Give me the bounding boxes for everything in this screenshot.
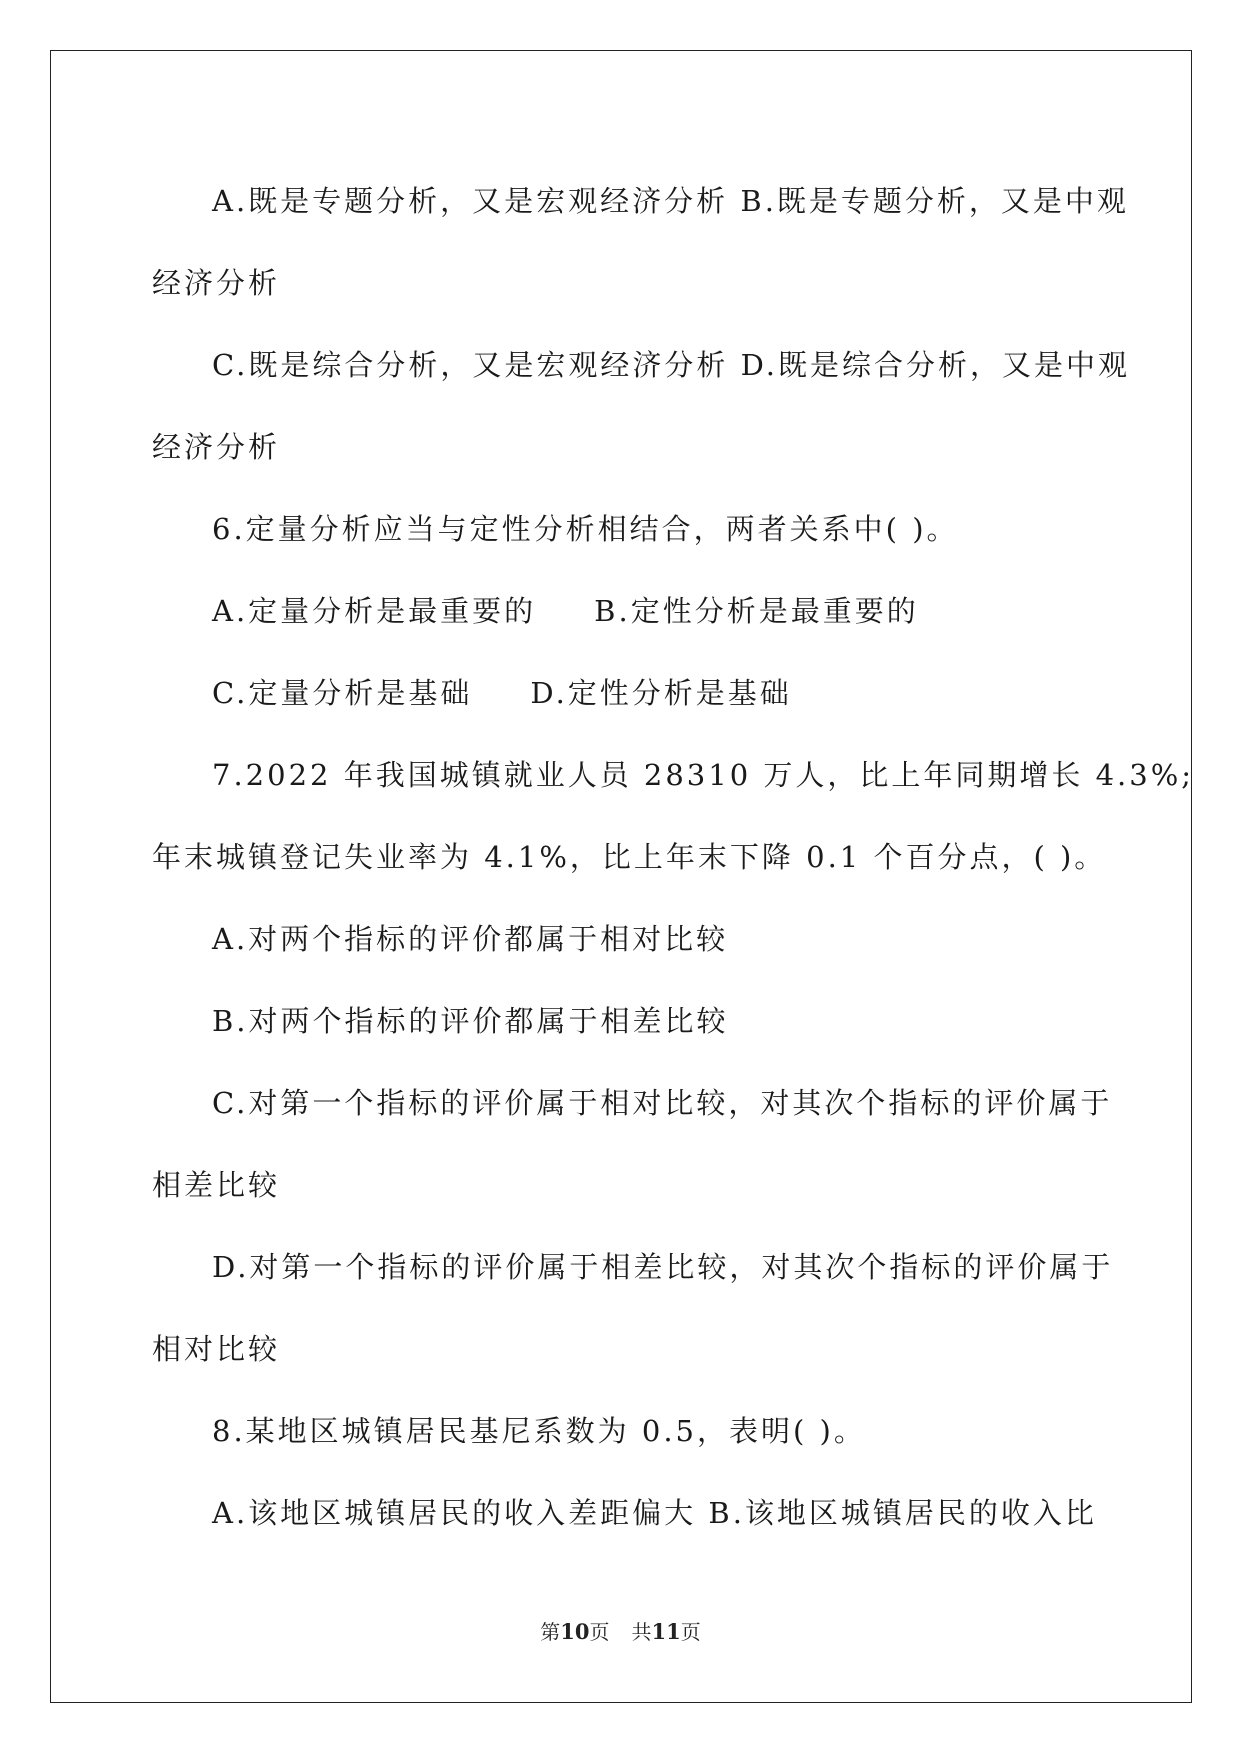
page-footer — [0, 1616, 1241, 1645]
document-body — [152, 160, 1195, 1554]
question-7-option-c: C.对第一个指标的评价属于相对比较，对其次个指标的评价属于 — [212, 1086, 1113, 1120]
footer-total-prefix: 共 — [631, 1620, 652, 1644]
question-7-option-d-cont: 相对比较 — [152, 1332, 281, 1366]
question-5-options-cd-cont: 经济分析 — [152, 430, 281, 464]
question-8-options-ab: A.该地区城镇居民的收入差距偏大 B.该地区城镇居民的收入比 — [212, 1496, 1097, 1530]
footer-prefix: 第 — [540, 1620, 561, 1644]
question-7-option-b: B.对两个指标的评价都属于相差比较 — [212, 1004, 729, 1038]
footer-total-pages: 11 — [651, 1619, 681, 1644]
question-7-stem-cont: 年末城镇登记失业率为 4.1%，比上年末下降 0.1 个百分点，( )。 — [152, 840, 1107, 874]
question-5-options-ab: A.既是专题分析，又是宏观经济分析 B.既是专题分析，又是中观 — [212, 184, 1129, 218]
question-6-options-ab — [152, 570, 1092, 652]
question-7-option-a: A.对两个指标的评价都属于相对比较 — [212, 922, 729, 956]
question-5-options-ab-cont: 经济分析 — [152, 266, 281, 300]
footer-total-suffix: 页 — [680, 1620, 701, 1644]
question-8-stem: 8.某地区城镇居民基尼系数为 0.5，表明( )。 — [212, 1414, 866, 1448]
question-5-options-cd: C.既是综合分析，又是宏观经济分析 D.既是综合分析，又是中观 — [212, 348, 1131, 382]
question-7-option-c-cont: 相差比较 — [152, 1168, 281, 1202]
footer-page-word: 页 — [589, 1620, 610, 1644]
question-6-option-c: C.定量分析是基础 — [212, 676, 473, 710]
question-6-option-a: A.定量分析是最重要的 — [212, 594, 537, 628]
footer-current-page: 10 — [560, 1619, 590, 1644]
question-7-stem: 7.2022 年我国城镇就业人员 28310 万人，比上年同期增长 4.3%; — [212, 758, 1195, 792]
question-6-stem: 6.定量分析应当与定性分析相结合，两者关系中( )。 — [212, 512, 959, 546]
question-6-option-d: D.定性分析是基础 — [530, 676, 792, 710]
question-6-option-b: B.定性分析是最重要的 — [594, 594, 919, 628]
question-7-option-d: D.对第一个指标的评价属于相差比较，对其次个指标的评价属于 — [212, 1250, 1114, 1284]
question-6-options-cd — [152, 652, 1092, 734]
